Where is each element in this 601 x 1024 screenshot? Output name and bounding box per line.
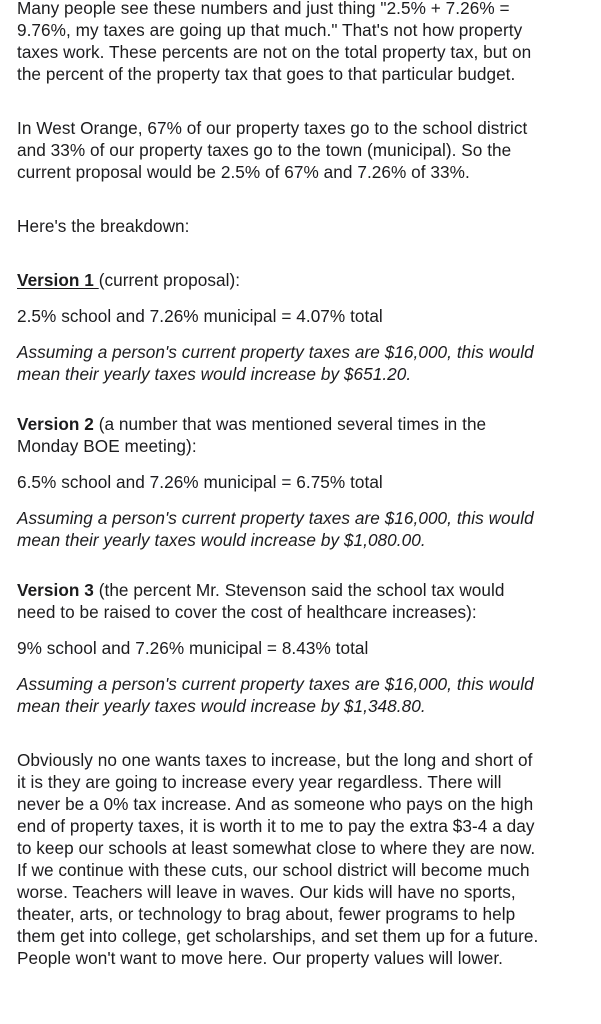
spacer xyxy=(17,659,597,673)
version-1-heading xyxy=(17,269,597,291)
intro-paragraph: Many people see these numbers and just thing "2.5% + 7.26% = 9.76%, my taxes are going up that much." That's not how property taxes work. These percents are not on the total property tax, but on the percent of the property tax that goes to that particular budget. xyxy=(17,0,532,84)
spacer xyxy=(17,183,597,215)
spacer xyxy=(17,623,597,637)
document-body xyxy=(17,0,597,969)
spacer xyxy=(17,717,597,749)
west-orange-paragraph: In West Orange, 67% of our property taxes go to the school district and 33% of our property taxes go to the town (municipal). So the current proposal would be 2.5% of 67% and 7.26% of 33%. xyxy=(17,118,528,182)
conclusion-paragraph: Obviously no one wants taxes to increase, but the long and short of it is they are going to increase every year regardless. There will never be a 0% tax increase. And as someone who pays on the high end of property taxes, it is worth it to me to pay the extra $3-4 a day to keep our schools at least somewhat close to where they are now. If we continue with these cuts, our school district will become much worse. Teachers will leave in waves. Our kids will have no sports, theater, arts, or technology to brag about, fewer programs to help them get into college, get scholarships, and set them up for a future. People won't want to move here. Our property values will lower. xyxy=(17,750,539,968)
version-3-assumption: Assuming a person's current property taxes are $16,000, this would mean their yearly taxes would increase by $1,348.80. xyxy=(17,674,534,716)
version-1-description: (current proposal): xyxy=(98,270,241,290)
version-2-assumption: Assuming a person's current property taxes are $16,000, this would mean their yearly taxes would increase by $1,080.00. xyxy=(17,508,534,550)
version-1-assumption: Assuming a person's current property taxes are $16,000, this would mean their yearly taxes would increase by $651.20. xyxy=(17,342,534,384)
version-3-heading xyxy=(17,579,597,623)
spacer xyxy=(17,457,597,471)
spacer xyxy=(17,85,597,117)
version-3-description: (the percent Mr. Stevenson said the school tax would need to be raised to cover the cost of healthcare increases): xyxy=(17,580,505,622)
version-2-description: (a number that was mentioned several times in the Monday BOE meeting): xyxy=(17,414,487,456)
version-2-title: Version 2 xyxy=(17,414,94,434)
version-1-formula: 2.5% school and 7.26% municipal = 4.07% total xyxy=(17,306,383,326)
spacer xyxy=(17,327,597,341)
spacer xyxy=(17,291,597,305)
version-1-title: Version 1 xyxy=(17,270,99,290)
spacer xyxy=(17,493,597,507)
version-3-formula: 9% school and 7.26% municipal = 8.43% total xyxy=(17,638,369,658)
breakdown-label: Here's the breakdown: xyxy=(17,216,190,236)
version-3-title: Version 3 xyxy=(17,580,94,600)
version-2-formula: 6.5% school and 7.26% municipal = 6.75% total xyxy=(17,472,383,492)
spacer xyxy=(17,551,597,579)
spacer xyxy=(17,385,597,413)
version-2-heading xyxy=(17,413,597,457)
spacer xyxy=(17,237,597,269)
